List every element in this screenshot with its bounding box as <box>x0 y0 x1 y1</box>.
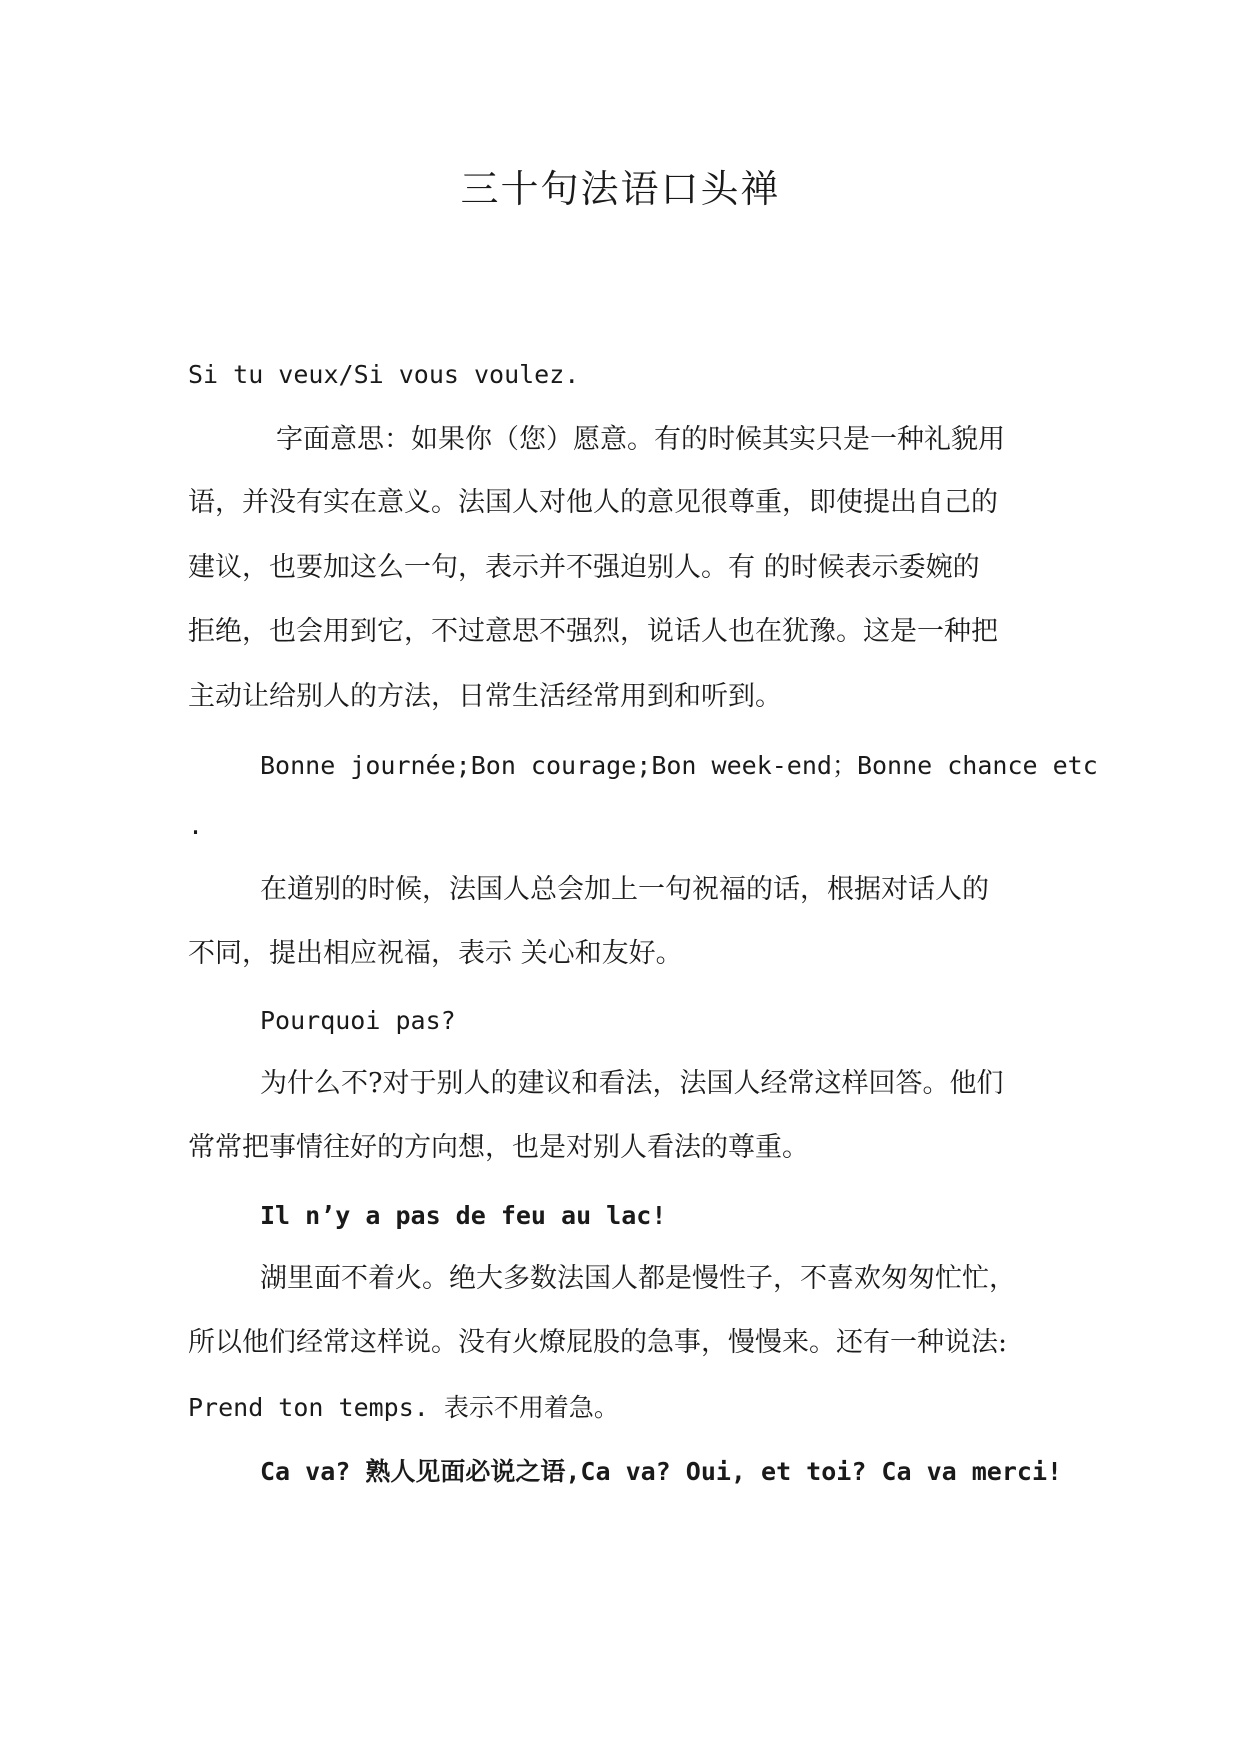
paragraph-line: 建议，也要加这么一句，表示并不强迫别人。有 的时候表示委婉的 <box>188 552 980 583</box>
phrase-heading-pourquoi-pas: Pourquoi pas? <box>260 1006 456 1035</box>
paragraph-line: Prend ton temps. 表示不用着急。 <box>188 1393 619 1422</box>
paragraph-line: 在道别的时候，法国人总会加上一句祝福的话，根据对话人的 <box>260 874 989 905</box>
paragraph-line: 不同，提出相应祝福，表示 关心和友好。 <box>188 938 683 969</box>
document-title: 三十句法语口头禅 <box>460 167 781 211</box>
paragraph-line: 字面意思：如果你（您）愿意。有的时候其实只是一种礼貌用 <box>276 424 1005 455</box>
paragraph-line: . <box>188 811 204 840</box>
paragraph-line: 语，并没有实在意义。法国人对他人的意见很尊重，即使提出自己的 <box>188 487 998 518</box>
phrase-heading-ca-va: Ca va? 熟人见面必说之语,Ca va? Oui, et toi? Ca va merci! <box>260 1457 1063 1486</box>
paragraph-line: 主动让给别人的方法，日常生活经常用到和听到。 <box>188 681 782 712</box>
phrase-heading-bonne-journee: Bonne journée;Bon courage;Bon week-end；Bonne chance etc <box>260 751 1098 780</box>
paragraph-line: 常常把事情往好的方向想，也是对别人看法的尊重。 <box>188 1132 809 1163</box>
paragraph-line: 拒绝，也会用到它，不过意思不强烈，说话人也在犹豫。这是一种把 <box>188 616 998 647</box>
phrase-heading-si-tu-veux: Si tu veux/Si vous voulez. <box>188 360 580 389</box>
phrase-heading-feu-au-lac: Il n’y a pas de feu au lac! <box>260 1201 667 1230</box>
paragraph-line: 为什么不?对于别人的建议和看法，法国人经常这样回答。他们 <box>260 1068 1004 1099</box>
paragraph-line: 湖里面不着火。绝大多数法国人都是慢性子，不喜欢匆匆忙忙， <box>260 1263 1016 1294</box>
paragraph-line: 所以他们经常这样说。没有火燎屁股的急事，慢慢来。还有一种说法: <box>188 1327 1008 1358</box>
